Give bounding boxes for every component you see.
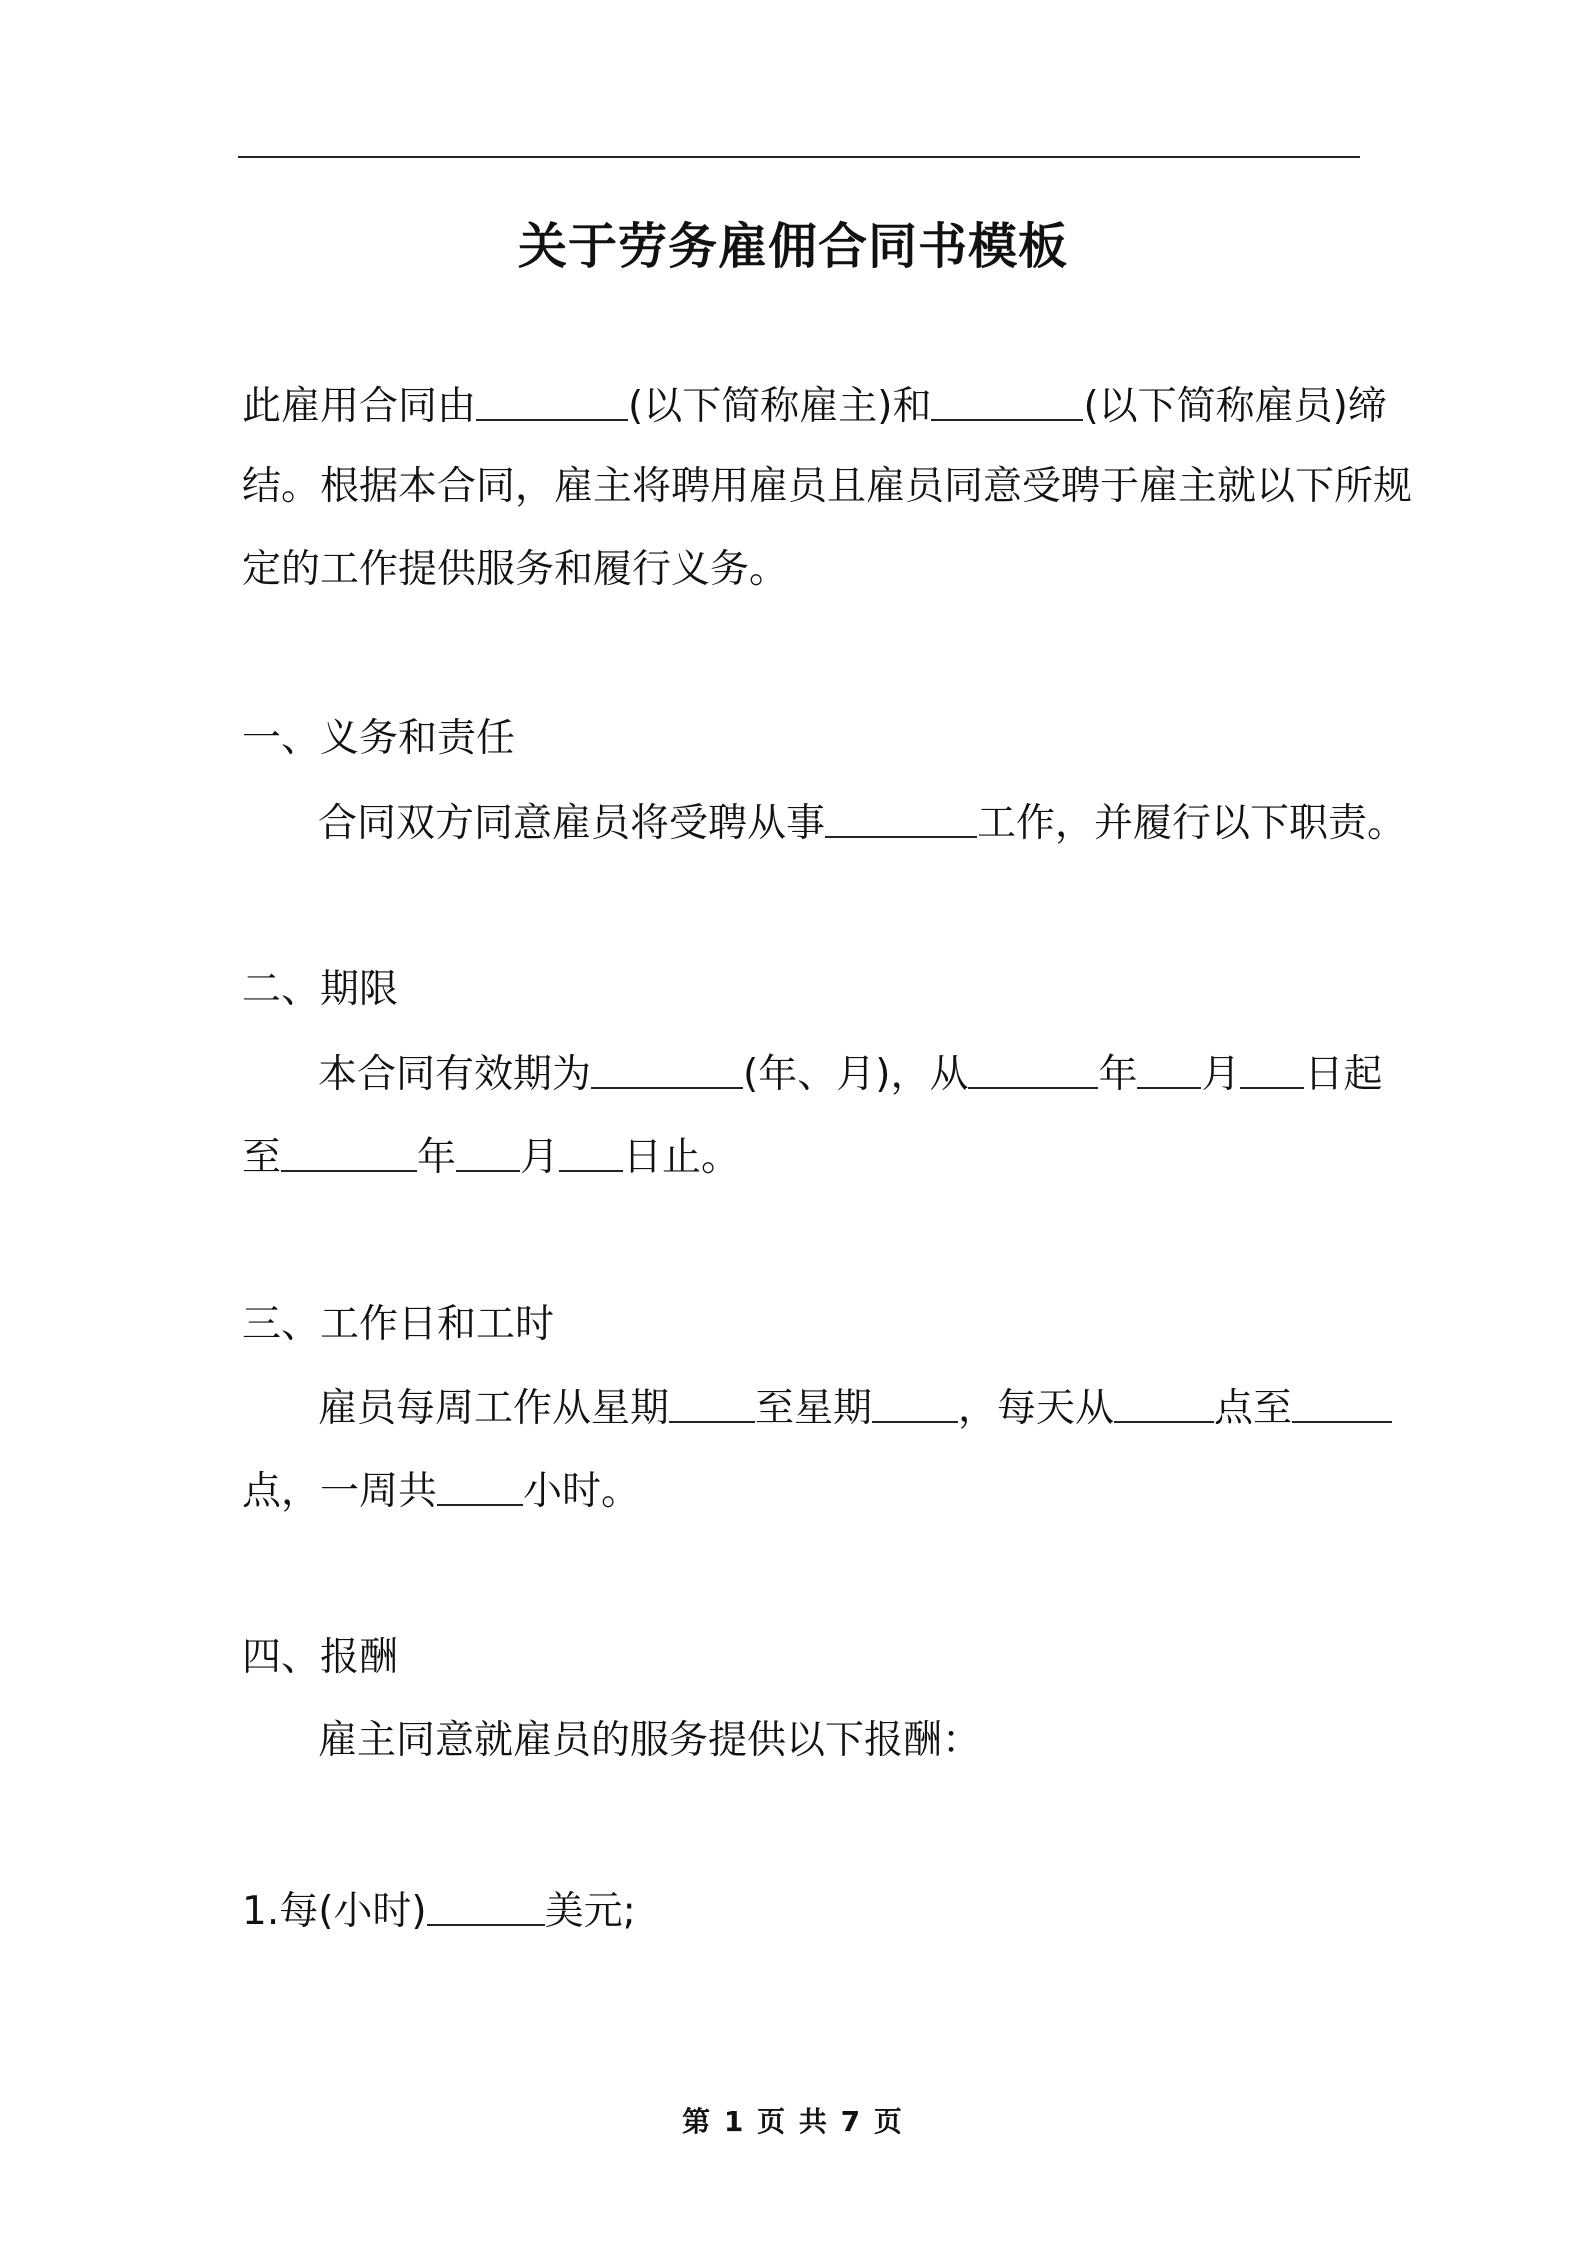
paragraph-text: 至 <box>242 1135 282 1180</box>
intro-line-1 <box>242 384 1387 429</box>
end-month-blank[interactable] <box>456 1136 520 1172</box>
paragraph-text: 日起 <box>1304 1052 1383 1097</box>
document-title: 关于劳务雇佣合同书模板 <box>517 218 1068 275</box>
paragraph-text: (年、月)，从 <box>743 1052 969 1097</box>
section-3-line-2 <box>242 1469 641 1514</box>
section-2-line-1 <box>318 1052 1383 1097</box>
weekday-to-blank[interactable] <box>872 1387 958 1423</box>
start-year-blank[interactable] <box>968 1053 1098 1089</box>
paragraph-text: ，每天从 <box>958 1386 1115 1431</box>
paragraph-text: 年 <box>417 1135 457 1180</box>
section-3-line-1 <box>318 1386 1392 1431</box>
weekly-hours-blank[interactable] <box>437 1470 523 1506</box>
paragraph-text: 工作，并履行以下职责。 <box>977 801 1407 846</box>
paragraph-text: 日止。 <box>623 1135 741 1180</box>
section-heading: 一、义务和责任 <box>242 716 516 761</box>
paragraph-text: 合同双方同意雇员将受聘从事 <box>318 801 826 846</box>
section-4-text: 雇主同意就雇员的服务提供以下报酬： <box>318 1718 982 1763</box>
section-1-text <box>318 801 1407 846</box>
employee-blank[interactable] <box>931 385 1083 421</box>
header-rule <box>238 156 1360 158</box>
page-footer: 第 1 页 共 7 页 <box>682 2105 904 2138</box>
term-blank[interactable] <box>591 1053 743 1089</box>
paragraph-text: 美元; <box>544 1889 636 1934</box>
paragraph-text: 月 <box>520 1135 560 1180</box>
end-year-blank[interactable] <box>281 1136 417 1172</box>
pay-item-1 <box>242 1889 636 1934</box>
intro-text: (以下简称雇员)缔 <box>1083 384 1387 429</box>
intro-line-2: 结。根据本合同，雇主将聘用雇员且雇员同意受聘于雇主就以下所规 <box>242 464 1413 509</box>
start-month-blank[interactable] <box>1137 1053 1201 1089</box>
intro-text: 此雇用合同由 <box>242 384 477 429</box>
section-heading: 四、报酬 <box>242 1635 399 1680</box>
paragraph-text: 小时。 <box>523 1469 641 1514</box>
paragraph-text: 至星期 <box>755 1386 873 1431</box>
hour-from-blank[interactable] <box>1114 1387 1214 1423</box>
paragraph-text: 点，一周共 <box>242 1469 438 1514</box>
paragraph-text: 点至 <box>1214 1386 1293 1431</box>
paragraph-text: 1.每(小时) <box>242 1889 427 1934</box>
paragraph-text: 本合同有效期为 <box>318 1052 592 1097</box>
start-day-blank[interactable] <box>1240 1053 1304 1089</box>
hour-to-blank[interactable] <box>1292 1387 1392 1423</box>
weekday-from-blank[interactable] <box>669 1387 755 1423</box>
paragraph-text: 年 <box>1098 1052 1138 1097</box>
section-heading: 三、工作日和工时 <box>242 1302 555 1347</box>
job-blank[interactable] <box>825 802 977 838</box>
hourly-rate-blank[interactable] <box>427 1890 545 1926</box>
intro-line-3: 定的工作提供服务和履行义务。 <box>242 547 789 592</box>
intro-text: (以下简称雇主)和 <box>628 384 932 429</box>
section-2-line-2 <box>242 1135 741 1180</box>
end-day-blank[interactable] <box>559 1136 623 1172</box>
employer-blank[interactable] <box>476 385 628 421</box>
section-heading: 二、期限 <box>242 967 399 1012</box>
paragraph-text: 雇员每周工作从星期 <box>318 1386 670 1431</box>
paragraph-text: 月 <box>1201 1052 1241 1097</box>
